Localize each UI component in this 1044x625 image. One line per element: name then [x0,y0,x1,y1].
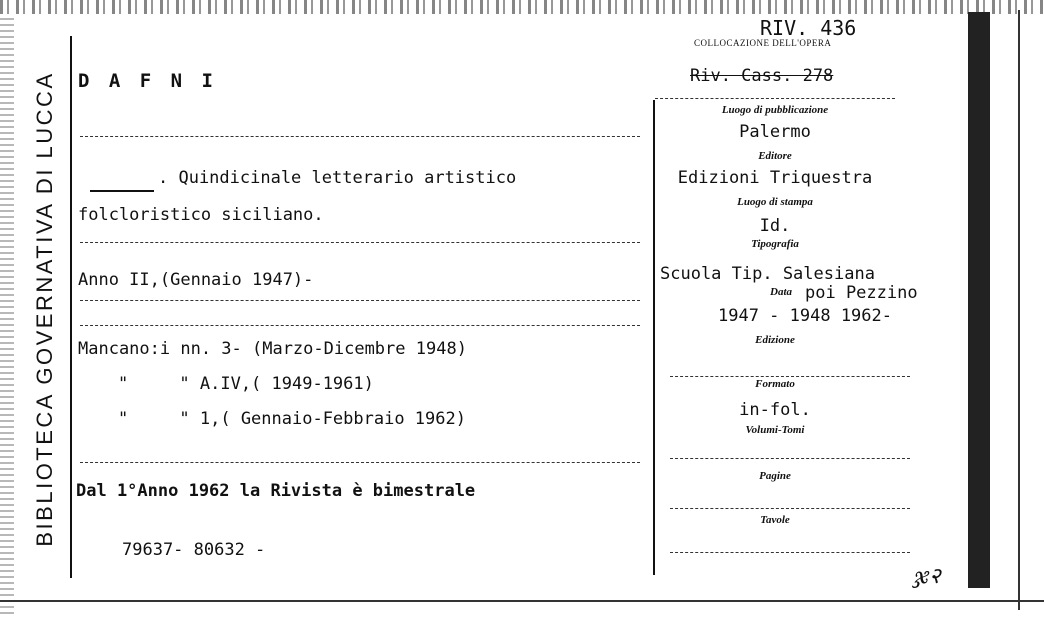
rule [670,458,910,460]
field-value-editore: Edizioni Triquestra [677,168,873,188]
field-label-volumi: Volumi-Tomi [745,424,805,436]
field-value-formato: in-fol. [739,400,811,420]
rule [80,136,640,138]
field-label-formato: Formato [755,378,795,390]
handwritten-mark: ჯ२ [914,564,941,589]
periodical-title: D A F N I [78,70,217,92]
description-line2: folcloristico siciliano. [78,205,324,225]
old-collocation: Riv. Cass. 278 [690,66,834,86]
scan-noise-top [0,0,1044,14]
collocation-value: RIV. 436 [760,16,857,40]
field-label-tipografia: Tipografia [751,238,799,250]
left-margin-rule [70,36,72,578]
rule [670,552,910,554]
title-blank [90,176,154,192]
rule [80,300,640,302]
field-label-edizione: Edizione [755,334,795,346]
field-label-pagine: Pagine [759,470,791,482]
collocation-label: COLLOCAZIONE DELL'OPERA [694,38,832,48]
rule [80,242,640,244]
missing-issues-2: " " A.IV,( 1949-1961) [118,374,374,394]
inventory-numbers: 79637- 80632 - [122,540,266,560]
field-value-tipografia: Scuola Tip. Salesiana [660,264,875,284]
rule [80,462,640,464]
field-value-luogo-pubblicazione: Palermo [739,122,811,142]
rule [655,98,895,100]
missing-issues-1: Mancano:i nn. 3- (Marzo-Dicembre 1948) [78,339,467,359]
field-label-tavole: Tavole [760,514,790,526]
field-label-data: Data [770,286,792,298]
missing-issues-3: " " 1,( Gennaio-Febbraio 1962) [118,409,466,429]
frequency-note: Dal 1°Anno 1962 la Rivista è bimestrale [76,481,476,501]
rule [670,508,910,510]
scan-noise-left [0,14,14,614]
description-line1: . Quindicinale letterario artistico [158,168,517,188]
holdings: Anno II,(Gennaio 1947)- [78,270,314,290]
field-value-data: 1947 - 1948 1962- [718,306,892,326]
right-black-margin [968,12,990,588]
field-extra-data: poi Pezzino [805,283,918,303]
library-vertical-title [20,34,70,584]
rule [80,325,640,327]
card-bottom-edge [0,600,1044,602]
field-label-luogo-pubblicazione: Luogo di pubblicazione [721,104,829,116]
field-label-editore: Editore [758,150,792,162]
field-value-luogo-stampa: Id. [759,216,791,236]
library-name: BIBLIOTECA GOVERNATIVA DI LUCCA [32,71,57,547]
field-label-luogo-stampa: Luogo di stampa [737,196,813,208]
card-right-edge [1018,10,1020,610]
